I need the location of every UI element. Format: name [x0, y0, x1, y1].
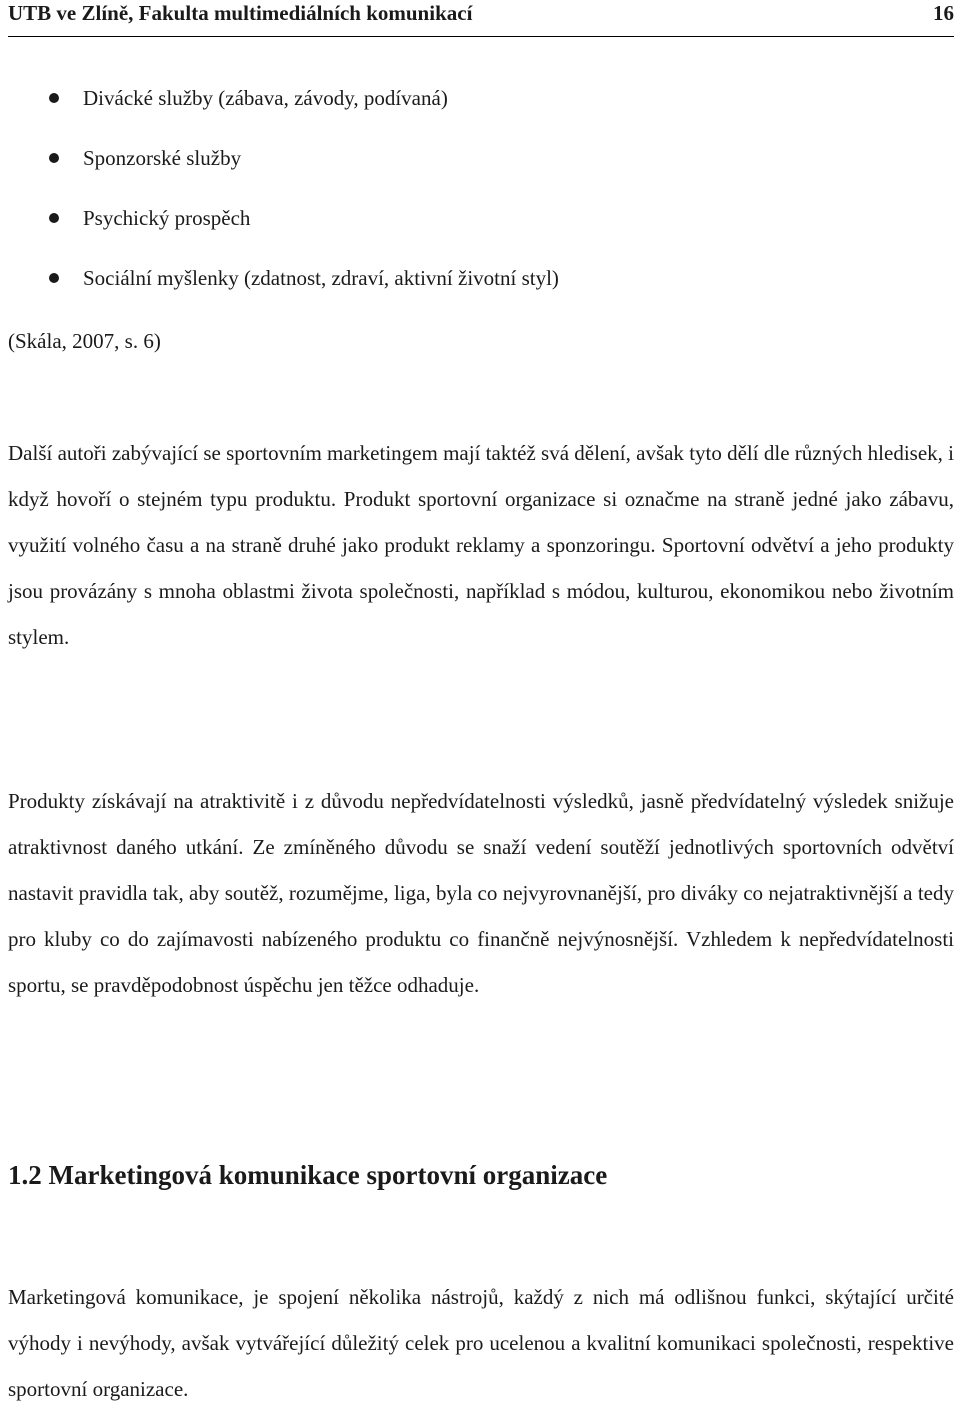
list-item — [8, 200, 559, 260]
list-item-text: Sponzorské služby — [83, 146, 242, 170]
body-paragraph: Další autoři zabývající se sportovním marketingem mají taktéž svá dělení, avšak tyto dělí dle různých hledisek, i když hovoří o stejném typu produktu. Produkt sportovní organizace si označme na straně jedné jako zábavu, využití volného času a na straně druhé jako produkt reklamy a sponzoringu. Sportovní odvětví a jeho produkty jsou provázány s mnoha oblastmi života společnosti, například s módou, kulturou, ekonomikou nebo životním stylem. — [8, 441, 954, 649]
list-item-text: Sociální myšlenky (zdatnost, zdraví, aktivní životní styl) — [83, 266, 559, 290]
list-item — [8, 140, 559, 200]
list-item-text: Divácké služby (zábava, závody, podívaná) — [83, 86, 448, 110]
bullet-icon — [49, 213, 59, 223]
body-paragraph: Produkty získávají na atraktivitě i z důvodu nepředvídatelnosti výsledků, jasně předvídatelný výsledek snižuje atraktivnost daného utkání. Ze zmíněného důvodu se snaží vedení soutěží jednotlivých sportovních odvětví nastavit pravidla tak, aby soutěž, rozumějme, liga, byla co nejvyrovnanější, pro diváky co nejatraktivnější a tedy pro kluby co do zajímavosti nabízeného produktu co finančně nejvýnosnější. Vzhledem k nepředvídatelnosti sportu, se pravděpodobnost úspěchu jen těžce odhaduje. — [8, 789, 954, 997]
list-item-text: Psychický prospěch — [83, 206, 251, 230]
section-heading: 1.2 Marketingová komunikace sportovní organizace — [8, 1160, 608, 1190]
bullet-list — [8, 80, 559, 320]
header-title: UTB ve Zlíně, Fakulta multimediálních komunikací — [8, 1, 473, 25]
bullet-icon — [49, 153, 59, 163]
body-paragraph: Marketingová komunikace, je spojení několika nástrojů, každý z nich má odlišnou funkci, skýtající určité výhody i nevýhody, avšak vytvářející důležitý celek pro ucelenou a kvalitní komunikaci společnosti, respektive sportovní organizace. — [8, 1285, 954, 1401]
page-header — [8, 0, 954, 37]
page-number: 16 — [933, 1, 954, 25]
bullet-icon — [49, 93, 59, 103]
citation: (Skála, 2007, s. 6) — [8, 329, 161, 353]
list-item — [8, 260, 559, 320]
list-item — [8, 80, 559, 140]
bullet-icon — [49, 273, 59, 283]
